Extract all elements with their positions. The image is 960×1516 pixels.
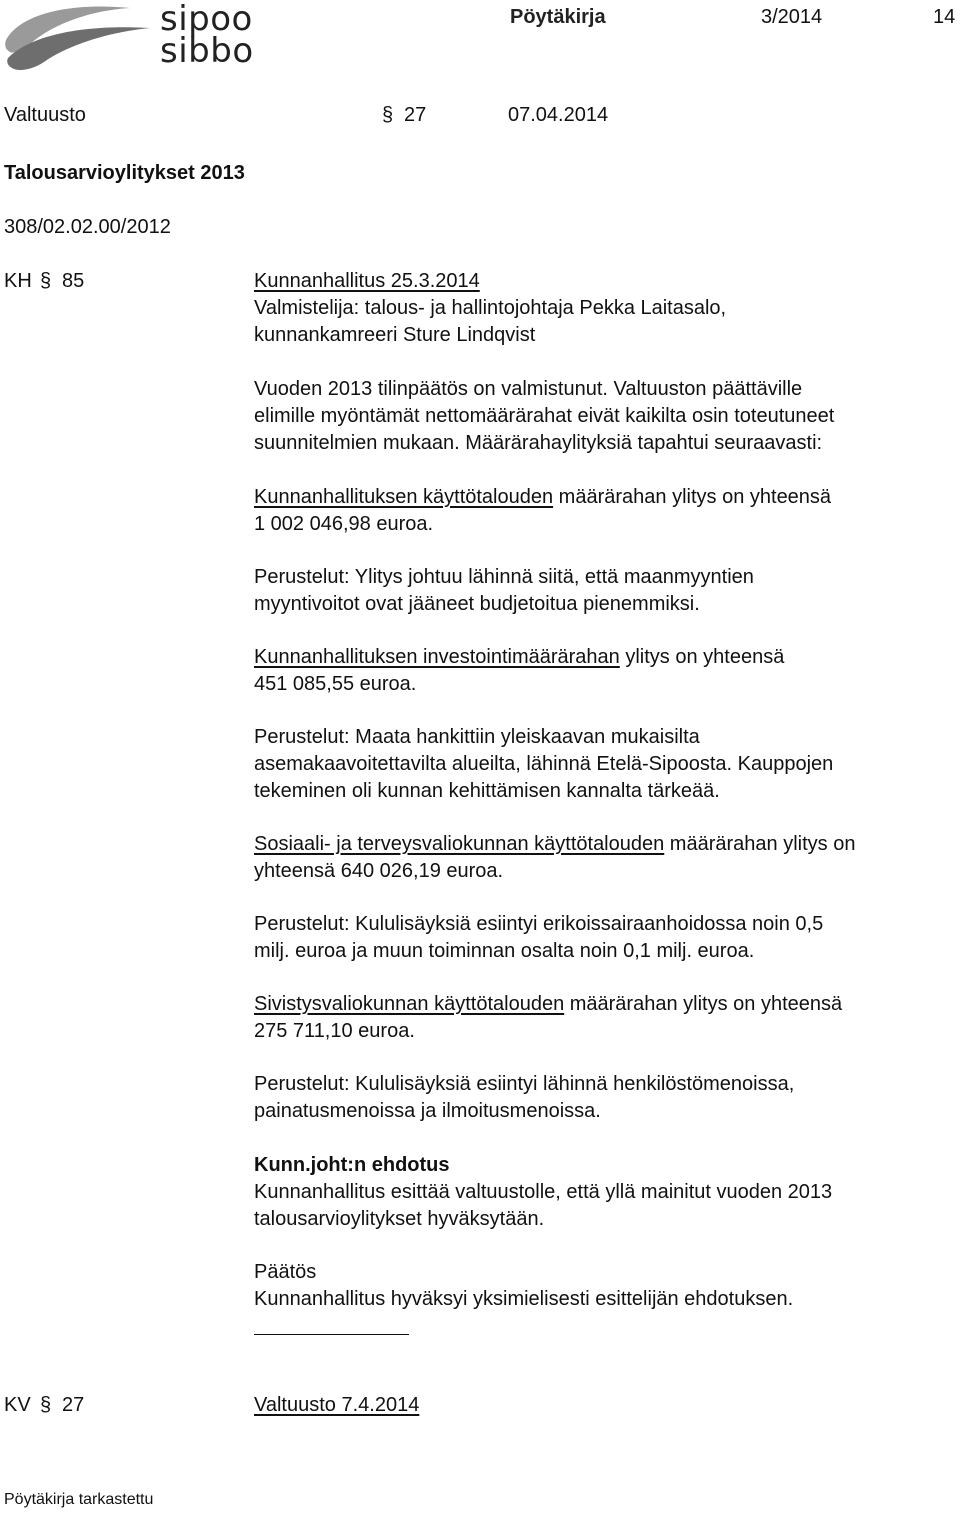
proposal-heading: Kunn.joht:n ehdotus	[254, 1154, 450, 1176]
reference-number: 308/02.02.00/2012	[4, 216, 171, 238]
page-number: 14	[933, 6, 956, 28]
logo-text-line2: sibbo	[160, 31, 254, 71]
item-1-amount: 1 002 046,98 euroa.	[254, 513, 434, 535]
item-4-amount: 275 711,10 euroa.	[254, 1020, 415, 1042]
signature-divider	[254, 1334, 409, 1335]
item-2-link[interactable]: Kunnanhallituksen investointimäärärahan	[254, 646, 620, 668]
section-symbol: §	[382, 104, 394, 126]
item-1-rest: määrärahan ylitys on yhteensä	[553, 486, 832, 508]
item-1-reason-line2: myyntivoitot ovat jääneet budjetoitua pienemmiksi.	[254, 593, 700, 615]
item-3-link[interactable]: Sosiaali- ja terveysvaliokunnan käyttötalouden	[254, 833, 665, 855]
section-number: 27	[404, 104, 427, 126]
item-1-link[interactable]: Kunnanhallituksen käyttötalouden	[254, 486, 554, 508]
document-type: Pöytäkirja	[510, 6, 606, 28]
preparer-line1: Valmistelija: talous- ja hallintojohtaja Pekka Laitasalo,	[254, 297, 727, 319]
item-4-reason-line1: Perustelut: Kululisäyksiä esiintyi lähinnä henkilöstömenoissa,	[254, 1073, 795, 1095]
meeting-body: Valtuusto	[4, 104, 86, 126]
item-3-rest: määrärahan ylitys on	[664, 833, 856, 855]
document-number: 3/2014	[761, 6, 823, 28]
kh-label: KH	[4, 270, 32, 292]
logo-text-line1: sipoo	[160, 0, 253, 39]
item-2-amount: 451 085,55 euroa.	[254, 673, 417, 695]
item-3-amount: yhteensä 640 026,19 euroa.	[254, 860, 504, 882]
decision-heading: Päätös	[254, 1261, 317, 1283]
page-title: Talousarvioylitykset 2013	[4, 162, 245, 184]
footer-text: Pöytäkirja tarkastettu	[4, 1491, 154, 1508]
kv-label: KV	[4, 1394, 31, 1416]
proposal-line1: Kunnanhallitus esittää valtuustolle, että yllä mainitut vuoden 2013	[254, 1181, 833, 1203]
item-3-reason-line1: Perustelut: Kululisäyksiä esiintyi erikoissairaanhoidossa noin 0,5	[254, 913, 824, 935]
kv-section-symbol: §	[40, 1394, 52, 1416]
kh-section-number: 85	[62, 270, 85, 292]
item-2-rest: ylitys on yhteensä	[619, 646, 785, 668]
proposal-line2: talousarvioylitykset hyväksytään.	[254, 1208, 545, 1230]
item-4-line1	[254, 993, 842, 1016]
kv-section-number: 27	[62, 1394, 85, 1416]
item-3-reason-line2: milj. euroa ja muun toiminnan osalta noin 0,1 milj. euroa.	[254, 940, 755, 962]
meeting-date: 07.04.2014	[508, 104, 609, 126]
item-1-reason-line1: Perustelut: Ylitys johtuu lähinnä siitä, että maanmyyntien	[254, 566, 754, 588]
intro-line2: elimille myöntämät nettomäärärahat eivät kaikilta osin toteutuneet	[254, 405, 835, 427]
preparer-line2: kunnankamreeri Sture Lindqvist	[254, 324, 536, 346]
item-4-link[interactable]: Sivistysvaliokunnan käyttötalouden	[254, 993, 565, 1015]
kh-section-symbol: §	[40, 270, 52, 292]
item-2-line1	[254, 646, 784, 669]
item-2-reason-line3: tekeminen oli kunnan kehittämisen kannalta tärkeää.	[254, 780, 720, 802]
sipoo-logo	[0, 0, 260, 72]
item-2-reason-line1: Perustelut: Maata hankittiin yleiskaavan mukaisilta	[254, 726, 700, 748]
item-2-reason-line2: asemakaavoitettavilta alueilta, lähinnä Etelä-Sipoosta. Kauppojen	[254, 753, 834, 775]
item-3-line1	[254, 833, 855, 856]
item-4-rest: määrärahan ylitys on yhteensä	[564, 993, 843, 1015]
kh-meeting-link[interactable]: Kunnanhallitus 25.3.2014	[254, 270, 480, 292]
decision-text: Kunnanhallitus hyväksyi yksimielisesti esittelijän ehdotuksen.	[254, 1288, 794, 1310]
intro-line3: suunnitelmien mukaan. Määrärahaylityksiä tapahtui seuraavasti:	[254, 432, 823, 454]
item-1-line1	[254, 486, 831, 509]
logo-swoosh-icon	[0, 0, 160, 72]
intro-line1: Vuoden 2013 tilinpäätös on valmistunut. Valtuuston päättäville	[254, 378, 803, 400]
kv-meeting-link[interactable]: Valtuusto 7.4.2014	[254, 1394, 420, 1416]
item-4-reason-line2: painatusmenoissa ja ilmoitusmenoissa.	[254, 1100, 601, 1122]
